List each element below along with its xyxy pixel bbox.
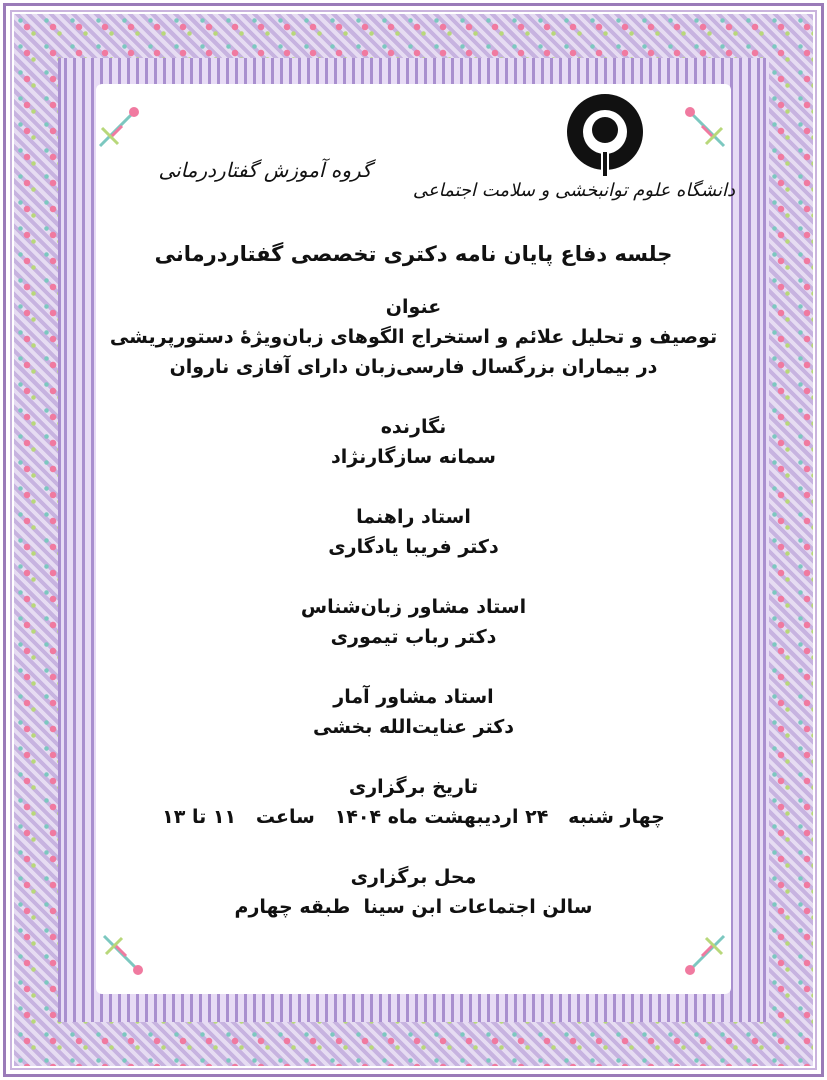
author-label: نگارنده <box>380 416 447 438</box>
floral-corner-icon <box>676 928 732 984</box>
venue-value: سالن اجتماعات ابن سینا طبقه چهارم <box>234 896 593 918</box>
university-name: دانشگاه علوم توانبخشی و سلامت اجتماعی <box>412 180 735 201</box>
floral-corner-icon <box>92 98 148 154</box>
floral-corner-icon <box>96 928 152 984</box>
supervisor-value: دکتر فریبا یادگاری <box>328 536 499 558</box>
date-value: چهار شنبه ۲۴ اردیبهشت ماه ۱۴۰۴ ساعت ۱۱ تا ۱۳ <box>162 806 665 828</box>
page-title: جلسه دفاع پایان نامه دکتری تخصصی گفتاردرمانی <box>154 242 673 266</box>
date-label: تاریخ برگزاری <box>348 776 479 798</box>
topic-label: عنوان <box>385 296 442 318</box>
announcement-content <box>100 238 727 922</box>
author-value: سمانه سازگارنژاد <box>331 446 496 468</box>
floral-corner-icon <box>676 98 732 154</box>
statistics-advisor-value: دکتر عنایت‌الله بخشی <box>312 716 515 738</box>
venue-label: محل برگزاری <box>350 866 477 888</box>
university-logo-icon <box>555 92 655 178</box>
topic-line-2: در بیماران بزرگسال فارسی‌زبان دارای آفازی ناروان <box>169 356 658 378</box>
department-name: گروه آموزش گفتاردرمانی <box>158 158 372 182</box>
linguistics-advisor-label: استاد مشاور زبان‌شناس <box>300 596 527 618</box>
topic-line-1: توصیف و تحلیل علائم و استخراج الگوهای زبان‌ویژهٔ دستورپریشی <box>109 326 718 348</box>
supervisor-label: استاد راهنما <box>356 506 471 528</box>
linguistics-advisor-value: دکتر رباب تیموری <box>330 626 497 648</box>
statistics-advisor-label: استاد مشاور آمار <box>333 686 494 708</box>
